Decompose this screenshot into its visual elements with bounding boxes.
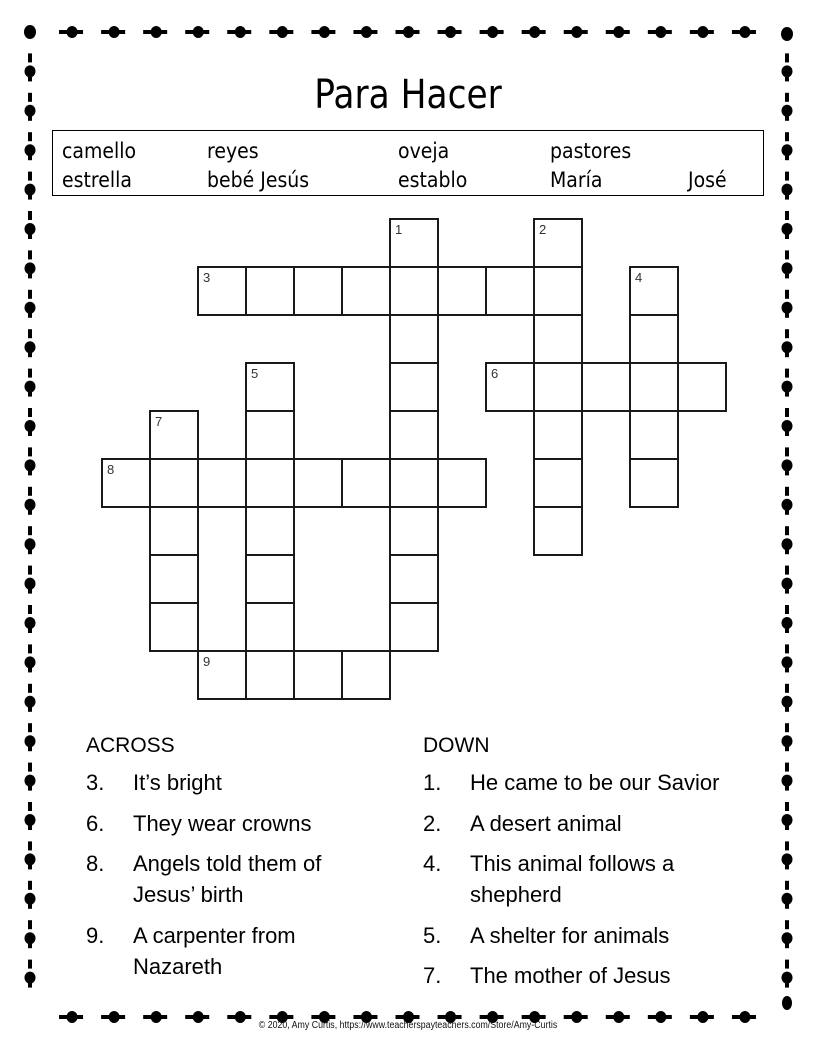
clue-number: 5. bbox=[423, 923, 442, 948]
down-clues bbox=[423, 730, 773, 1000]
crossword-cell[interactable] bbox=[245, 266, 295, 316]
crossword-cell[interactable] bbox=[533, 362, 583, 412]
crossword-cell[interactable] bbox=[341, 458, 391, 508]
word-bank-item: María bbox=[550, 168, 603, 192]
clue-number-label: 4 bbox=[635, 270, 643, 285]
clue-text: A shelter for animals bbox=[470, 923, 670, 948]
crossword-cell[interactable] bbox=[245, 650, 295, 700]
word-bank-item: oveja bbox=[398, 139, 450, 163]
clue-text: A desert animal bbox=[470, 811, 622, 836]
crossword-cell[interactable] bbox=[485, 266, 535, 316]
clue-number-label: 7 bbox=[155, 414, 163, 429]
clue-text: The mother of Jesus bbox=[470, 963, 671, 988]
crossword-cell[interactable] bbox=[197, 266, 247, 316]
clue-text: This animal follows a shepherd bbox=[470, 851, 675, 907]
clue-number: 2. bbox=[423, 811, 442, 836]
crossword-cell[interactable] bbox=[149, 602, 199, 652]
crossword-cell[interactable] bbox=[149, 506, 199, 556]
across-heading: ACROSS bbox=[86, 734, 175, 757]
clue-number-label: 5 bbox=[251, 366, 259, 381]
clue-number: 7. bbox=[423, 963, 442, 988]
crossword-cell[interactable] bbox=[389, 362, 439, 412]
word-bank-item: José bbox=[688, 168, 727, 192]
crossword-cell[interactable] bbox=[245, 506, 295, 556]
clue-text: It’s bright bbox=[133, 770, 222, 795]
crossword-cell[interactable] bbox=[437, 266, 487, 316]
crossword-cell[interactable] bbox=[389, 218, 439, 268]
crossword-cell[interactable] bbox=[149, 554, 199, 604]
crossword-cell[interactable] bbox=[341, 650, 391, 700]
crossword-cell[interactable] bbox=[389, 410, 439, 460]
crossword-cell[interactable] bbox=[245, 362, 295, 412]
clue-text: He came to be our Savior bbox=[470, 770, 720, 795]
crossword-cell[interactable] bbox=[245, 602, 295, 652]
crossword-cell[interactable] bbox=[293, 458, 343, 508]
crossword-cell[interactable] bbox=[581, 362, 631, 412]
clue-number-label: 8 bbox=[107, 462, 115, 477]
clue-number-label: 9 bbox=[203, 654, 211, 669]
crossword-cell[interactable] bbox=[629, 410, 679, 460]
clue-number: 4. bbox=[423, 851, 442, 876]
crossword-cell[interactable] bbox=[101, 458, 151, 508]
copyright-footer: © 2020, Amy Curtis, https://www.teacherspayteachers.com/Store/Amy-Curtis bbox=[258, 1020, 558, 1031]
crossword-cell[interactable] bbox=[197, 458, 247, 508]
word-bank-item: estrella bbox=[62, 168, 132, 192]
word-bank-item: reyes bbox=[207, 139, 259, 163]
crossword-cell[interactable] bbox=[149, 410, 199, 460]
clue-number: 3. bbox=[86, 770, 105, 795]
crossword-cell[interactable] bbox=[677, 362, 727, 412]
crossword-cell[interactable] bbox=[149, 458, 199, 508]
crossword-cell[interactable] bbox=[533, 506, 583, 556]
clue-number-label: 1 bbox=[395, 222, 403, 237]
crossword-cell[interactable] bbox=[629, 362, 679, 412]
crossword-cell[interactable] bbox=[629, 458, 679, 508]
crossword-cell[interactable] bbox=[389, 266, 439, 316]
crossword-cell[interactable] bbox=[341, 266, 391, 316]
crossword-cell[interactable] bbox=[389, 554, 439, 604]
word-bank-item: bebé Jesús bbox=[207, 168, 310, 192]
crossword-cell[interactable] bbox=[293, 266, 343, 316]
clue-text: They wear crowns bbox=[133, 811, 312, 836]
page-title: Para Hacer bbox=[314, 72, 502, 118]
clue-number-label: 2 bbox=[539, 222, 547, 237]
clue-text: A carpenter from Nazareth bbox=[133, 923, 296, 979]
across-clues bbox=[86, 730, 396, 990]
crossword-cell[interactable] bbox=[533, 410, 583, 460]
word-bank bbox=[52, 130, 764, 196]
crossword-cell[interactable] bbox=[389, 602, 439, 652]
crossword-cell[interactable] bbox=[629, 266, 679, 316]
crossword-cell[interactable] bbox=[245, 554, 295, 604]
crossword-cell[interactable] bbox=[629, 314, 679, 364]
crossword-cell[interactable] bbox=[245, 410, 295, 460]
word-bank-item: pastores bbox=[550, 139, 632, 163]
crossword-cell[interactable] bbox=[197, 650, 247, 700]
crossword-cell[interactable] bbox=[389, 314, 439, 364]
crossword-cell[interactable] bbox=[533, 266, 583, 316]
clue-number: 8. bbox=[86, 851, 105, 876]
crossword-cell[interactable] bbox=[389, 458, 439, 508]
crossword-cell[interactable] bbox=[533, 314, 583, 364]
word-bank-item: establo bbox=[398, 168, 468, 192]
crossword-cell[interactable] bbox=[485, 362, 535, 412]
crossword-cell[interactable] bbox=[389, 506, 439, 556]
crossword-cell[interactable] bbox=[245, 458, 295, 508]
clue-number-label: 6 bbox=[491, 366, 499, 381]
crossword-cell[interactable] bbox=[533, 218, 583, 268]
clue-number: 9. bbox=[86, 923, 105, 948]
crossword-cell[interactable] bbox=[533, 458, 583, 508]
word-bank-item: camello bbox=[62, 139, 137, 163]
clue-number-label: 3 bbox=[203, 270, 211, 285]
clue-number: 1. bbox=[423, 770, 442, 795]
crossword-cell[interactable] bbox=[293, 650, 343, 700]
clue-number: 6. bbox=[86, 811, 105, 836]
crossword-cell[interactable] bbox=[437, 458, 487, 508]
clue-text: Angels told them of Jesus’ birth bbox=[133, 851, 322, 907]
down-heading: DOWN bbox=[423, 734, 490, 757]
